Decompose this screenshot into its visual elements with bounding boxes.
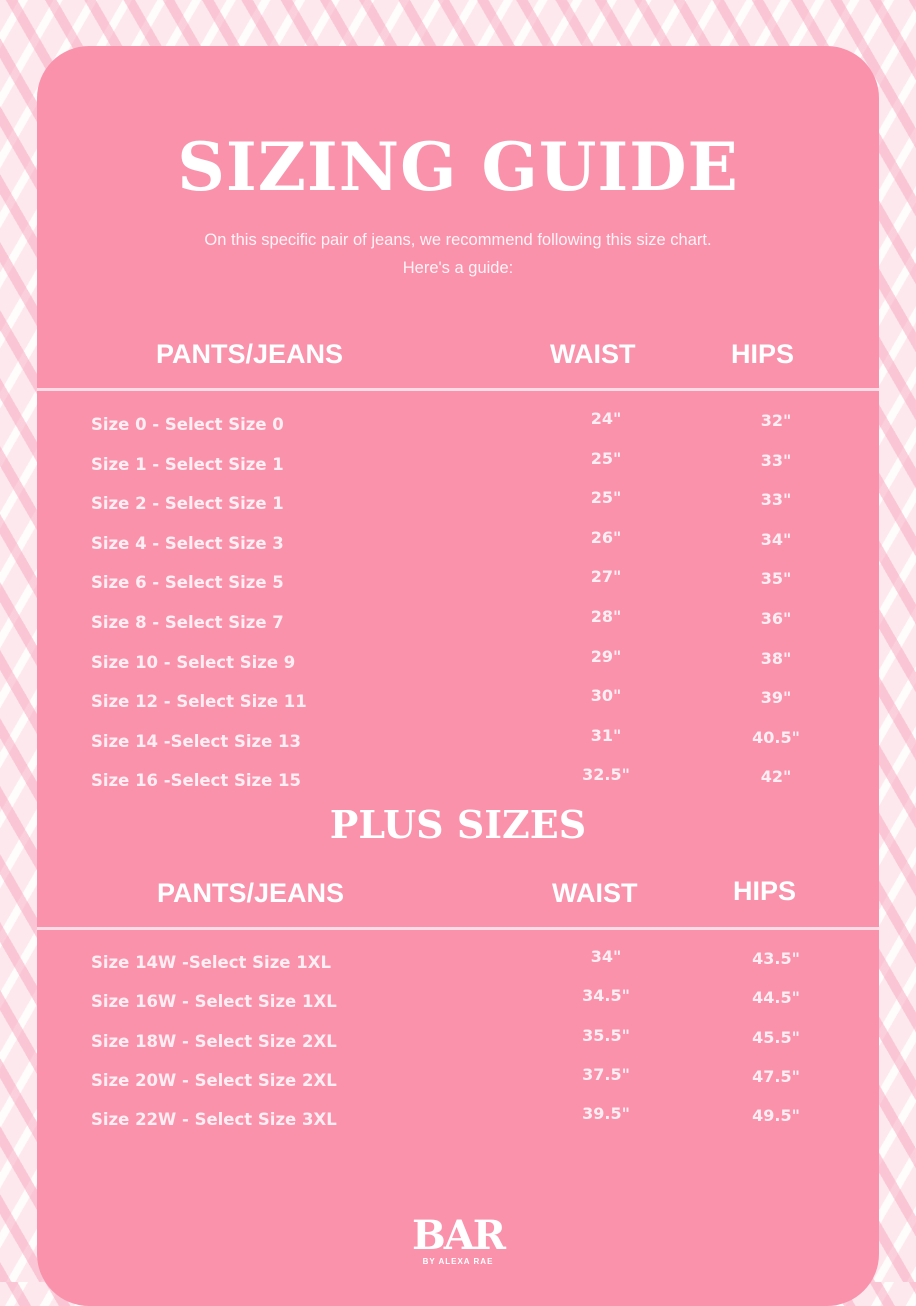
standard-header-divider [37,388,879,391]
plus-sizes-title: PLUS SIZES [329,802,587,847]
waist-value: 32.5" [582,765,630,785]
waist-value: 24" [590,409,622,428]
hips-value: 39" [760,688,792,708]
hips-value: 42" [760,767,792,787]
waist-value: 30" [590,686,622,706]
size-label: Size 14 -Select Size 13 [91,731,302,751]
waist-value: 28" [590,607,622,626]
hips-value: 34" [760,529,792,549]
standard-header-hips: HIPS [731,339,795,369]
size-label: Size 22W - Select Size 3XL [91,1110,337,1130]
size-label: Size 18W - Select Size 2XL [91,1031,337,1051]
size-label: Size 1 - Select Size 1 [91,454,284,474]
waist-value: 39.5" [582,1104,630,1124]
intro-line-2: Here's a guide: [402,259,514,277]
hips-value: 47.5" [752,1066,800,1086]
plus-header-divider [37,927,879,930]
size-label: Size 16 -Select Size 15 [91,771,302,791]
hips-value: 33" [760,490,792,510]
waist-value: 34" [590,947,622,966]
waist-value: 25" [590,448,622,468]
size-label: Size 0 - Select Size 0 [91,415,284,434]
hips-value: 35" [760,569,792,589]
size-label: Size 10 - Select Size 9 [91,652,296,672]
size-label: Size 16W - Select Size 1XL [91,992,337,1012]
plus-header-waist: WAIST [552,878,638,908]
plus-header-item: PANTS/JEANS [157,878,345,908]
intro-line-1: On this specific pair of jeans, we recommend following this size chart. [204,231,712,249]
hips-value: 36" [760,609,792,628]
waist-value: 35.5" [582,1025,630,1045]
brand-tagline: BY ALEXA RAE [422,1257,494,1266]
intro-text [37,226,879,282]
brand-logo [0,1212,916,1266]
size-label: Size 8 - Select Size 7 [91,613,284,632]
hips-value: 49.5" [752,1106,800,1126]
size-label: Size 4 - Select Size 3 [91,533,284,553]
hips-value: 33" [760,450,792,470]
waist-value: 31" [590,725,622,745]
waist-value: 34.5" [582,986,630,1006]
standard-header-item: PANTS/JEANS [156,339,344,369]
plus-header-hips: HIPS [733,876,797,906]
waist-value: 27" [590,567,622,587]
waist-value: 26" [590,527,622,547]
size-label: Size 14W -Select Size 1XL [91,953,331,972]
waist-value: 25" [590,488,622,508]
hips-value: 40.5" [752,727,800,747]
size-label: Size 20W - Select Size 2XL [91,1070,337,1090]
hips-value: 45.5" [752,1027,800,1047]
hips-value: 43.5" [752,949,800,968]
hips-value: 32" [760,411,792,430]
waist-value: 37.5" [582,1064,630,1084]
hips-value: 38" [760,648,792,668]
brand-logo-mark: BAR [411,1212,505,1259]
size-label: Size 2 - Select Size 1 [91,494,284,514]
size-label: Size 6 - Select Size 5 [91,573,284,593]
standard-header-waist: WAIST [550,339,636,369]
page-title: SIZING GUIDE [177,128,739,206]
size-label: Size 12 - Select Size 11 [91,692,307,712]
hips-value: 44.5" [752,988,800,1008]
waist-value: 29" [590,646,622,666]
